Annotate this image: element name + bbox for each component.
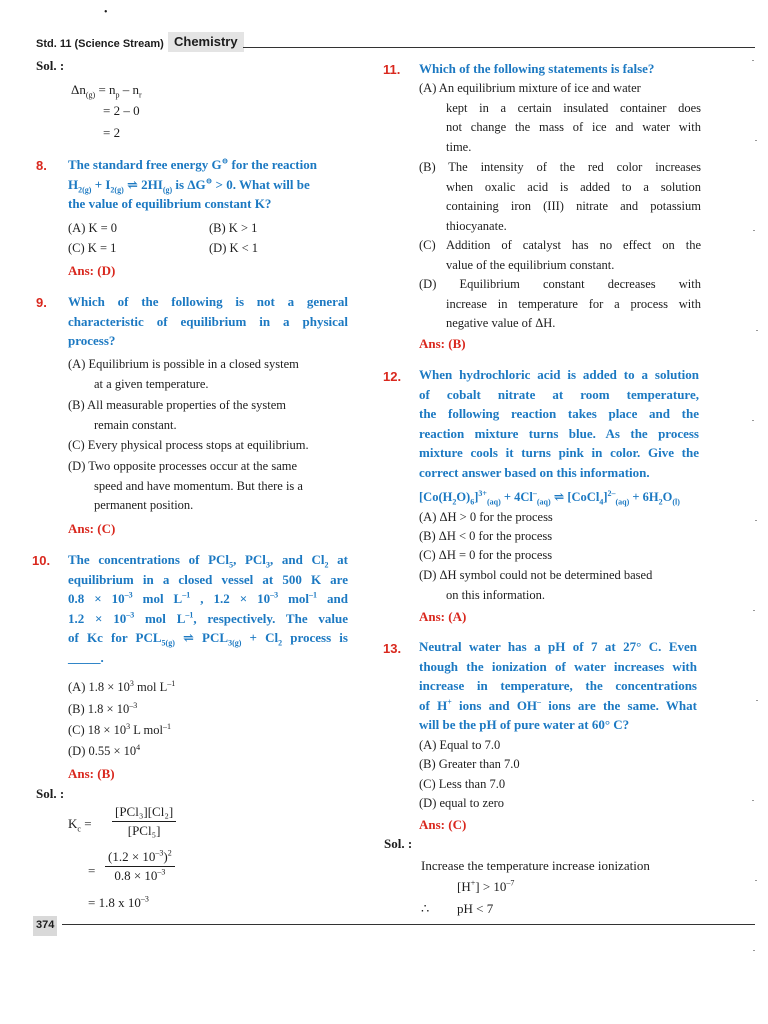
q8-number: 8.	[36, 158, 47, 173]
q13-question: Neutral water has a pH of 7 at 27° C. Even though the ionization of water increases with increase in temperature, the concentrations of H+ ions and OH– ions are the same. What will be the pH of pure water at 60° C?	[419, 639, 697, 733]
left-sol-line1: $\Delta n_{(g)} = n_p - n_r$	[71, 82, 142, 100]
q11-option-b: (B) The intensity of the red color increases when oxalic acid is added to a solution containing iron (III) nitrate and potassium thiocyanate.	[419, 160, 701, 233]
q13-option-b: (B) Greater than 7.0	[419, 757, 520, 771]
left-sol-line2: = 2 – 0	[103, 103, 140, 118]
q13-sol-label: Sol. :	[384, 836, 413, 851]
q9-option-d: (D) Two opposite processes occur at the same speed and have momentum. But there is a permanent position.	[68, 459, 303, 513]
q12-option-a: (A) ΔH > 0 for the process	[419, 510, 553, 524]
q8-question: The standard free energy G⊖ for the reaction $H_{2(g)} + I_{2(g)}$ ⇌ $2HI_{(g)}$ is ΔG⊖ > 0. What will be the value of equilibrium constant K?	[68, 156, 317, 212]
q11-number: 11.	[383, 62, 401, 77]
q10-option-d: (D) $0.55 \times 10^4$	[68, 742, 141, 758]
q10-question: The concentrations of PCl$_5$, PCl$_3$, and $Cl_2$ at equilibrium in a closed vessel at 500 K are $0.8 \times 10^{-3}$ mol $L^{-1}$ , $1.2 \times 10^{-3}$ mol$^{-1}$ and $1.2 \times 10^{-3}$ mol $L^{-1}$, respectively. The value of Kc for $PCL_{5(g)}$ ⇌ $PCL_{3(g)} + Cl_2$ process is _____.	[68, 552, 348, 665]
q13-number: 13.	[383, 641, 402, 656]
q9-question: Which of the following is not a general characteristic of equilibrium in a physical process?	[68, 294, 348, 349]
header-rule	[243, 47, 755, 48]
q8-option-d: (D) K < 1	[209, 241, 259, 255]
q12-answer: Ans: (A)	[419, 609, 467, 624]
q10-sol-fraction1: $\frac{\text{[PCl₃][Cl₂]}}{\text{[PCl₅]}}$	[112, 803, 176, 840]
q9-option-b: (B) All measurable properties of the system remain constant.	[68, 398, 286, 432]
page-number: 374	[33, 916, 57, 936]
q10-option-a: (A) $1.8 \times 10^3$ mol $L^{-1}$	[68, 678, 176, 694]
q13-sol-line1: Increase the temperature increase ionization	[421, 858, 650, 873]
q11-option-c: (C) Addition of catalyst has no effect on the value of the equilibrium constant.	[419, 238, 701, 272]
q11-answer: Ans: (B)	[419, 336, 466, 351]
left-sol-line3: = 2	[103, 125, 121, 140]
q12-question: When hydrochloric acid is added to a solution of cobalt nitrate at room temperature, the following reaction takes place and the reaction mixture turns blue. As the process mixture cools it turns pink in color. Give the correct answer based on this information.	[419, 367, 699, 480]
top-mark: •	[104, 7, 108, 18]
q9-option-a: (A) Equilibrium is possible in a closed system at a given temperature.	[68, 357, 299, 391]
q13-option-d: (D) equal to zero	[419, 796, 505, 810]
footer-rule	[62, 924, 755, 925]
q10-answer: Ans: (B)	[68, 766, 115, 781]
q12-number: 12.	[383, 369, 402, 384]
q11-question: Which of the following statements is false?	[419, 61, 655, 76]
q11-option-a: (A) An equilibrium mixture of ice and water kept in a certain insulated container does not change the mass of ice and water with time.	[419, 81, 701, 154]
q11-option-d: (D) Equilibrium constant decreases with increase in temperature for a process with negative value of ΔH.	[419, 277, 701, 331]
q10-option-c: (C) $18 \times 10^3$ L mol$^{-1}$	[68, 721, 171, 737]
q8-option-c: (C) K = 1	[68, 241, 117, 255]
q12-option-b: (B) ΔH < 0 for the process	[419, 529, 553, 543]
q10-sol-fraction2: $\frac{(1.2 \times 10^{-3})^2}{0.8 \times 10^{-3}}$	[105, 848, 175, 885]
q9-number: 9.	[36, 295, 47, 310]
q12-option-d: (D) ΔH symbol could not be determined based on this information.	[419, 568, 653, 602]
q13-sol-line2: $[H^+] > 10^{-7}$	[457, 878, 515, 894]
header-subject: Chemistry	[168, 32, 244, 52]
q10-sol-kc: $K_c$ =	[68, 816, 92, 834]
q13-answer: Ans: (C)	[419, 817, 467, 832]
q10-sol-label: Sol. :	[36, 786, 65, 801]
q13-option-c: (C) Less than 7.0	[419, 777, 506, 791]
q12-option-c: (C) ΔH = 0 for the process	[419, 548, 553, 562]
q10-option-b: (B) $1.8 \times 10^{-3}$	[68, 700, 138, 716]
q10-number: 10.	[32, 553, 51, 568]
q12-equation: $[Co(H_2O)_6]^{3+}_{(aq)} + 4Cl^-_{(aq)}$ ⇌ [CoCl$_4$]$^{2-}_{(aq)}$ + $6H_2O_{(l)}$	[419, 488, 680, 507]
q13-sol-line3: pH < 7	[457, 901, 494, 916]
q8-answer: Ans: (D)	[68, 263, 116, 278]
q13-option-a: (A) Equal to 7.0	[419, 738, 501, 752]
q10-sol-eq2: =	[88, 863, 96, 878]
q9-answer: Ans: (C)	[68, 521, 116, 536]
q8-option-a: (A) K = 0	[68, 221, 118, 235]
header-std: Std. 11 (Science Stream)	[36, 38, 164, 50]
q8-option-b: (B) K > 1	[209, 221, 258, 235]
therefore-symbol: ∴	[421, 901, 430, 916]
q9-option-c: (C) Every physical process stops at equilibrium.	[68, 438, 309, 452]
q10-sol-result: = 1.8 x $10^{-3}$	[88, 894, 149, 910]
left-sol-label: Sol. :	[36, 58, 65, 73]
